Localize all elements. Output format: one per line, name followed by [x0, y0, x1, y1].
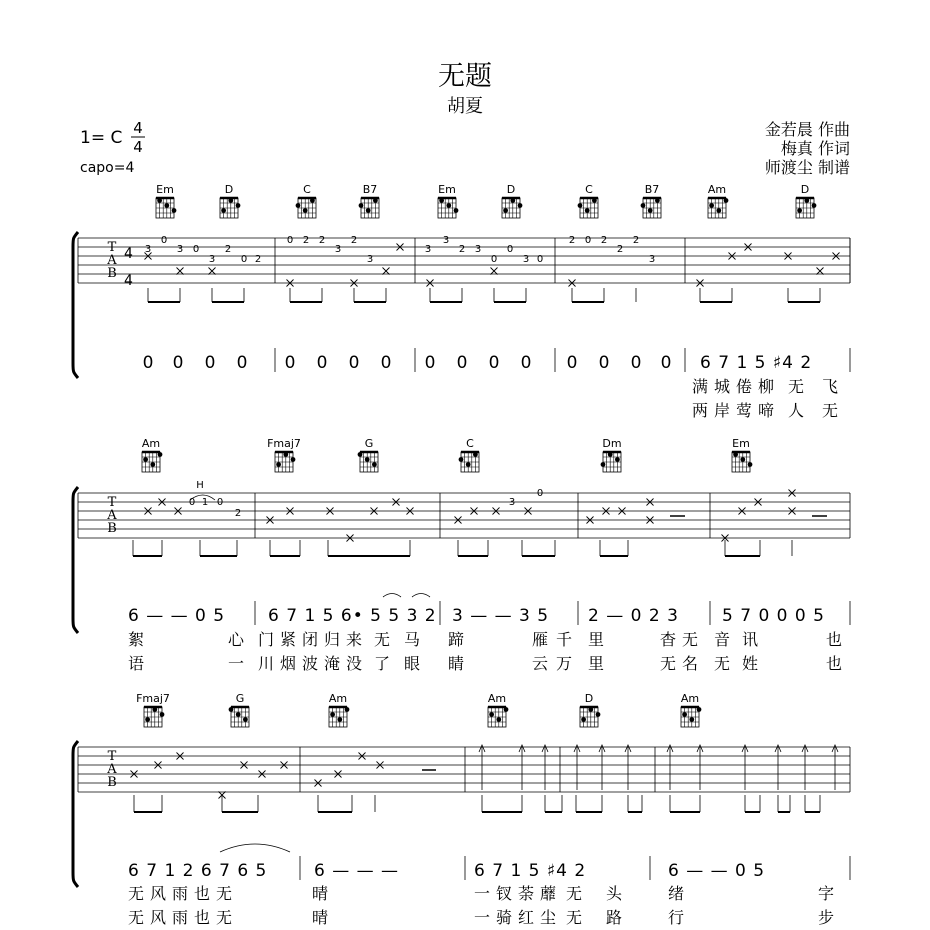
chord-finger-dot	[608, 452, 613, 457]
lyric-line1-char: 也	[826, 630, 843, 649]
lyric-line2-char: 无	[128, 908, 145, 927]
lyric-line2-char: 啼	[758, 401, 775, 420]
jianpu-note: 0	[172, 353, 184, 373]
lyric-line1-char: 风	[150, 884, 167, 903]
tab-clef-letter: B	[107, 775, 117, 790]
chord-name: B7	[644, 183, 660, 196]
fret-number: 3	[334, 244, 342, 255]
lyric-line2-char: 人	[788, 401, 805, 420]
fret-number: 0	[216, 497, 224, 508]
fret-number: 0	[188, 497, 196, 508]
fret-number: 2	[350, 235, 358, 246]
tab-note-x	[177, 268, 184, 275]
chord-finger-dot	[365, 457, 370, 462]
jianpu-note: 0	[424, 353, 436, 373]
tab-note-x	[491, 268, 498, 275]
artist-name: 胡夏	[447, 96, 483, 117]
chord-finger-dot	[697, 707, 702, 712]
chord-finger-dot	[748, 462, 753, 467]
jianpu-note: 0	[236, 353, 248, 373]
lyric-line1-char: 音	[714, 630, 731, 649]
chord-finger-dot	[359, 203, 364, 208]
jianpu-note: 0	[520, 353, 532, 373]
chord-diagram	[156, 198, 176, 218]
fret-number: 2	[234, 508, 242, 519]
key-signature: 1= C	[80, 128, 123, 148]
fret-number: 0	[240, 254, 248, 265]
chord-name: Dm	[602, 437, 622, 450]
chord-diagram	[329, 707, 349, 727]
system-bracket	[73, 741, 78, 887]
chord-name: C	[585, 183, 593, 196]
chord-finger-dot	[473, 452, 478, 457]
chord-finger-dot	[236, 712, 241, 717]
jianpu-note: 0	[456, 353, 468, 373]
fret-number: 2	[302, 235, 310, 246]
lyric-line2-char: 眼	[404, 654, 421, 673]
chord-finger-dot	[157, 198, 162, 203]
chord-finger-dot	[152, 707, 157, 712]
jianpu-note: 0	[566, 353, 578, 373]
lyric-line1-char: 千	[556, 630, 573, 649]
lyric-line1-char: 也	[194, 884, 211, 903]
credit-composer: 金若晨 作曲	[764, 120, 850, 139]
lyric-line2-char: 万	[556, 654, 573, 673]
lyric-line1-char: 杳	[660, 630, 677, 649]
chord-finger-dot	[585, 208, 590, 213]
jianpu-note: 0	[204, 353, 216, 373]
lyric-line2-char: 川	[258, 654, 275, 673]
tab-clef-letter: T	[107, 749, 117, 764]
lyric-line1-char: 门	[258, 630, 275, 649]
fret-number: 0	[506, 244, 514, 255]
chord-finger-dot	[588, 707, 593, 712]
fret-number: 3	[522, 254, 530, 265]
chord-name: Am	[680, 692, 700, 705]
chord-finger-dot	[358, 452, 363, 457]
chord-name: D	[800, 183, 810, 196]
jianpu-phrase: 5 7 0 0 0 5	[722, 606, 825, 626]
lyric-line2-char: 晴	[312, 908, 329, 927]
chord-name: Am	[707, 183, 727, 196]
jianpu-phrase: 6 — — 0 5	[128, 606, 226, 626]
jianpu-note: 0	[598, 353, 610, 373]
jianpu-phrase: 6 7 1 5 ♯4 2	[474, 861, 587, 881]
jianpu-note: 0	[284, 353, 296, 373]
jianpu-note: 0	[142, 353, 154, 373]
chord-finger-dot	[716, 208, 721, 213]
fret-number: 2	[568, 235, 576, 246]
lyric-line1-char: 无	[788, 377, 805, 396]
chord-finger-dot	[243, 717, 248, 722]
credit-transcriber: 师渡尘 制谱	[764, 158, 850, 177]
lyric-line1-char: 字	[818, 884, 835, 903]
chord-finger-dot	[330, 712, 335, 717]
chord-name: Em	[438, 183, 456, 196]
fret-number: 2	[458, 244, 466, 255]
lyric-line2-char: 也	[194, 908, 211, 927]
lyric-line1-char: 无	[374, 630, 391, 649]
chord-finger-dot	[145, 717, 150, 722]
tab-clef-letter: T	[107, 240, 117, 255]
chord-finger-dot	[581, 717, 586, 722]
chord-finger-dot	[276, 462, 281, 467]
chord-finger-dot	[283, 452, 288, 457]
jianpu-phrase: 2 — 0 2 3	[588, 606, 679, 626]
chord-diagram	[488, 707, 508, 727]
chord-finger-dot	[510, 198, 515, 203]
lyric-line2-char: 红	[518, 908, 535, 927]
lyric-line2-char: 里	[588, 654, 605, 673]
fret-number: 2	[254, 254, 262, 265]
chord-finger-dot	[504, 707, 509, 712]
chord-finger-dot	[601, 462, 606, 467]
lyric-line2-char: 没	[346, 654, 363, 673]
chord-diagram	[296, 198, 316, 218]
chord-diagram	[681, 707, 701, 727]
chord-finger-dot	[709, 203, 714, 208]
chord-diagram	[796, 198, 816, 218]
jianpu-phrase: 6 7 1 2 6 7 6 5	[128, 861, 268, 881]
chord-finger-dot	[518, 203, 523, 208]
chord-name: D	[506, 183, 516, 196]
lyric-line1-char: 无	[566, 884, 583, 903]
chord-finger-dot	[596, 712, 601, 717]
lyric-line2-char: 两	[692, 401, 709, 420]
fret-number: 2	[318, 235, 326, 246]
fret-number: 2	[616, 244, 624, 255]
chord-diagram	[578, 198, 598, 218]
jianpu-note: 0	[630, 353, 642, 373]
chord-finger-dot	[648, 208, 653, 213]
chord-finger-dot	[489, 712, 494, 717]
phrase-slur	[220, 844, 290, 852]
lyric-line2-char: 风	[150, 908, 167, 927]
chord-finger-dot	[689, 717, 694, 722]
lyric-line1-char: 城	[714, 377, 731, 396]
chord-finger-dot	[454, 208, 459, 213]
lyric-line1-char: 头	[606, 884, 623, 903]
tab-note-x	[817, 268, 824, 275]
lyric-line2-char: 淹	[324, 654, 341, 673]
chord-finger-dot	[682, 712, 687, 717]
lyric-line1-char: 倦	[736, 377, 753, 396]
chord-finger-dot	[228, 198, 233, 203]
lyric-line2-char: 无	[566, 908, 583, 927]
tie-slur	[412, 594, 430, 598]
lyric-line1-char: 满	[692, 377, 709, 396]
chord-diagram	[358, 452, 378, 472]
lyric-line2-char: 名	[682, 654, 699, 673]
chord-diagram	[144, 707, 164, 727]
lyric-line1-char: 荼	[518, 884, 535, 903]
time-signature-top: 4	[133, 119, 143, 137]
jianpu-note: 0	[380, 353, 392, 373]
lyric-line1-char: 来	[346, 630, 363, 649]
fret-number: 3	[424, 244, 432, 255]
chord-finger-dot	[291, 457, 296, 462]
chord-finger-dot	[372, 462, 377, 467]
chord-name: Em	[732, 437, 750, 450]
tab-clef-letter: A	[107, 253, 117, 268]
tab-clef-letter: A	[107, 508, 117, 523]
lyric-line1-char: 晴	[312, 884, 329, 903]
fret-number: 3	[442, 235, 450, 246]
lyric-line1-char: 闭	[302, 630, 319, 649]
chord-finger-dot	[804, 198, 809, 203]
chord-finger-dot	[303, 208, 308, 213]
fret-number: 2	[632, 235, 640, 246]
tab-staff-3	[78, 747, 850, 792]
chord-name: D	[224, 183, 234, 196]
lyric-line2-char: 波	[302, 654, 319, 673]
lyric-line2-char: 烟	[280, 654, 297, 673]
chord-finger-dot	[373, 198, 378, 203]
lyric-line2-char: 睛	[448, 654, 465, 673]
tab-time-bottom: 4	[124, 273, 133, 289]
chord-name: D	[584, 692, 594, 705]
jianpu-phrase: 6 — — —	[314, 861, 400, 881]
lyric-line1-char: 一	[474, 884, 491, 903]
jianpu-phrase: 6 7 1 5 ♯4 2	[700, 353, 813, 373]
jianpu-phrase: 3 — — 3 5	[452, 606, 550, 626]
fret-number: 3	[508, 497, 516, 508]
tab-time-top: 4	[124, 246, 133, 262]
fret-number: 0	[160, 235, 168, 246]
lyric-line2-char: 无	[216, 908, 233, 927]
chord-diagram	[708, 198, 728, 218]
jianpu-note: 0	[348, 353, 360, 373]
chord-diagram	[142, 452, 162, 472]
jianpu-note: 0	[316, 353, 328, 373]
chord-finger-dot	[439, 198, 444, 203]
lyric-line1-char: 雨	[172, 884, 189, 903]
chord-finger-dot	[615, 457, 620, 462]
fret-number: 0	[536, 488, 544, 499]
tab-clef-letter: T	[107, 495, 117, 510]
chord-name: C	[466, 437, 474, 450]
chord-name: G	[364, 437, 374, 450]
lyric-line1-char: 无	[216, 884, 233, 903]
tab-clef-letter: B	[107, 266, 117, 281]
chord-finger-dot	[503, 208, 508, 213]
lyric-line2-char: 无	[822, 401, 839, 420]
fret-number: 3	[144, 244, 152, 255]
chord-diagram	[359, 198, 379, 218]
fret-number: 0	[490, 254, 498, 265]
chord-diagram	[438, 198, 458, 218]
chord-finger-dot	[229, 707, 234, 712]
chord-name: Am	[141, 437, 161, 450]
chord-name: Am	[328, 692, 348, 705]
lyric-line2-char: 行	[668, 908, 685, 927]
chord-finger-dot	[655, 198, 660, 203]
fret-number: H	[196, 480, 204, 491]
chord-name: Fmaj7	[267, 437, 301, 450]
lyric-line1-char: 心	[228, 630, 245, 649]
chord-finger-dot	[496, 717, 501, 722]
credit-lyricist: 梅真 作词	[780, 139, 850, 158]
lyric-line2-char: 一	[228, 654, 245, 673]
chord-finger-dot	[466, 462, 471, 467]
lyric-line1-char: 雁	[532, 630, 549, 649]
chord-finger-dot	[345, 707, 350, 712]
jianpu-phrase: 6 7 1 5 6• 5 5 3 2	[268, 606, 437, 626]
lyric-line1-char: 蹄	[448, 630, 465, 649]
tab-note-x	[383, 268, 390, 275]
fret-number: 3	[176, 244, 184, 255]
fret-number: 0	[536, 254, 544, 265]
chord-diagram	[502, 198, 522, 218]
fret-number: 0	[192, 244, 200, 255]
chord-name: Em	[156, 183, 174, 196]
fret-number: 3	[208, 254, 216, 265]
chord-name: C	[303, 183, 311, 196]
lyric-line1-char: 讯	[742, 630, 759, 649]
lyric-line2-char: 莺	[736, 401, 753, 420]
chord-diagram	[459, 452, 479, 472]
tab-note-x	[209, 268, 216, 275]
jianpu-note: 0	[488, 353, 500, 373]
chord-diagram	[275, 452, 295, 472]
lyric-line1-char: 紧	[280, 630, 297, 649]
fret-number: 3	[366, 254, 374, 265]
chord-finger-dot	[158, 452, 163, 457]
chord-finger-dot	[592, 198, 597, 203]
tab-clef-letter: B	[107, 521, 117, 536]
chord-finger-dot	[446, 203, 451, 208]
chord-finger-dot	[740, 457, 745, 462]
jianpu-phrase: 6 — — 0 5	[668, 861, 766, 881]
lyric-line2-char: 姓	[742, 654, 759, 673]
lyric-line2-char: 无	[660, 654, 677, 673]
lyric-line2-char: 骑	[496, 908, 513, 927]
chord-diagram	[580, 707, 600, 727]
lyric-line1-char: 无	[128, 884, 145, 903]
chord-finger-dot	[641, 203, 646, 208]
fret-number: 0	[286, 235, 294, 246]
song-title: 无题	[438, 61, 492, 92]
chord-name: Am	[487, 692, 507, 705]
lyric-line2-char: 雨	[172, 908, 189, 927]
lyric-line2-char: 岸	[714, 401, 731, 420]
chord-finger-dot	[160, 712, 165, 717]
chord-finger-dot	[296, 203, 301, 208]
chord-name: B7	[362, 183, 378, 196]
chord-finger-dot	[366, 208, 371, 213]
lyric-line2-char: 路	[606, 908, 623, 927]
jianpu-note: 0	[660, 353, 672, 373]
chord-finger-dot	[164, 203, 169, 208]
chord-name: Fmaj7	[136, 692, 170, 705]
lyric-line2-char: 步	[818, 908, 835, 927]
chord-finger-dot	[724, 198, 729, 203]
fret-number: 3	[474, 244, 482, 255]
fret-number: 2	[224, 244, 232, 255]
lyric-line1-char: 无	[682, 630, 699, 649]
chord-diagram	[229, 707, 249, 727]
fret-number: 0	[584, 235, 592, 246]
system-bracket	[73, 487, 78, 633]
lyric-line1-char: 蘼	[540, 884, 557, 903]
lyric-line2-char: 无	[714, 654, 731, 673]
lyric-line1-char: 里	[588, 630, 605, 649]
fret-number: 2	[600, 235, 608, 246]
chord-name: G	[235, 692, 245, 705]
lyric-line2-char: 语	[128, 654, 145, 673]
chord-diagram	[220, 198, 240, 218]
fret-number: 1	[201, 497, 209, 508]
chord-finger-dot	[337, 717, 342, 722]
tab-clef-letter: A	[107, 762, 117, 777]
chord-finger-dot	[578, 203, 583, 208]
chord-finger-dot	[143, 457, 148, 462]
tie-slur	[383, 594, 401, 598]
lyric-line2-char: 尘	[540, 908, 557, 927]
chord-finger-dot	[733, 452, 738, 457]
chord-diagram	[732, 452, 752, 472]
fret-number: 3	[648, 254, 656, 265]
lyric-line1-char: 絮	[128, 630, 145, 649]
chord-finger-dot	[221, 208, 226, 213]
time-signature-bottom: 4	[133, 138, 143, 156]
chord-finger-dot	[172, 208, 177, 213]
lyric-line1-char: 马	[404, 630, 421, 649]
lyric-line1-char: 飞	[822, 377, 839, 396]
chord-finger-dot	[459, 457, 464, 462]
chord-diagram	[601, 452, 621, 472]
capo-marking: capo=4	[80, 160, 135, 176]
lyric-line2-char: 也	[826, 654, 843, 673]
chord-finger-dot	[310, 198, 315, 203]
lyric-line1-char: 归	[324, 630, 341, 649]
chord-diagram	[641, 198, 661, 218]
lyric-line1-char: 绪	[668, 884, 685, 903]
lyric-line2-char: 云	[532, 654, 549, 673]
chord-finger-dot	[150, 462, 155, 467]
system-bracket	[73, 232, 78, 378]
chord-finger-dot	[236, 203, 241, 208]
lyric-line1-char: 柳	[758, 377, 775, 396]
lyric-line1-char: 钗	[496, 884, 513, 903]
lyric-line2-char: 一	[474, 908, 491, 927]
chord-finger-dot	[797, 208, 802, 213]
chord-finger-dot	[812, 203, 817, 208]
lyric-line2-char: 了	[374, 654, 391, 673]
